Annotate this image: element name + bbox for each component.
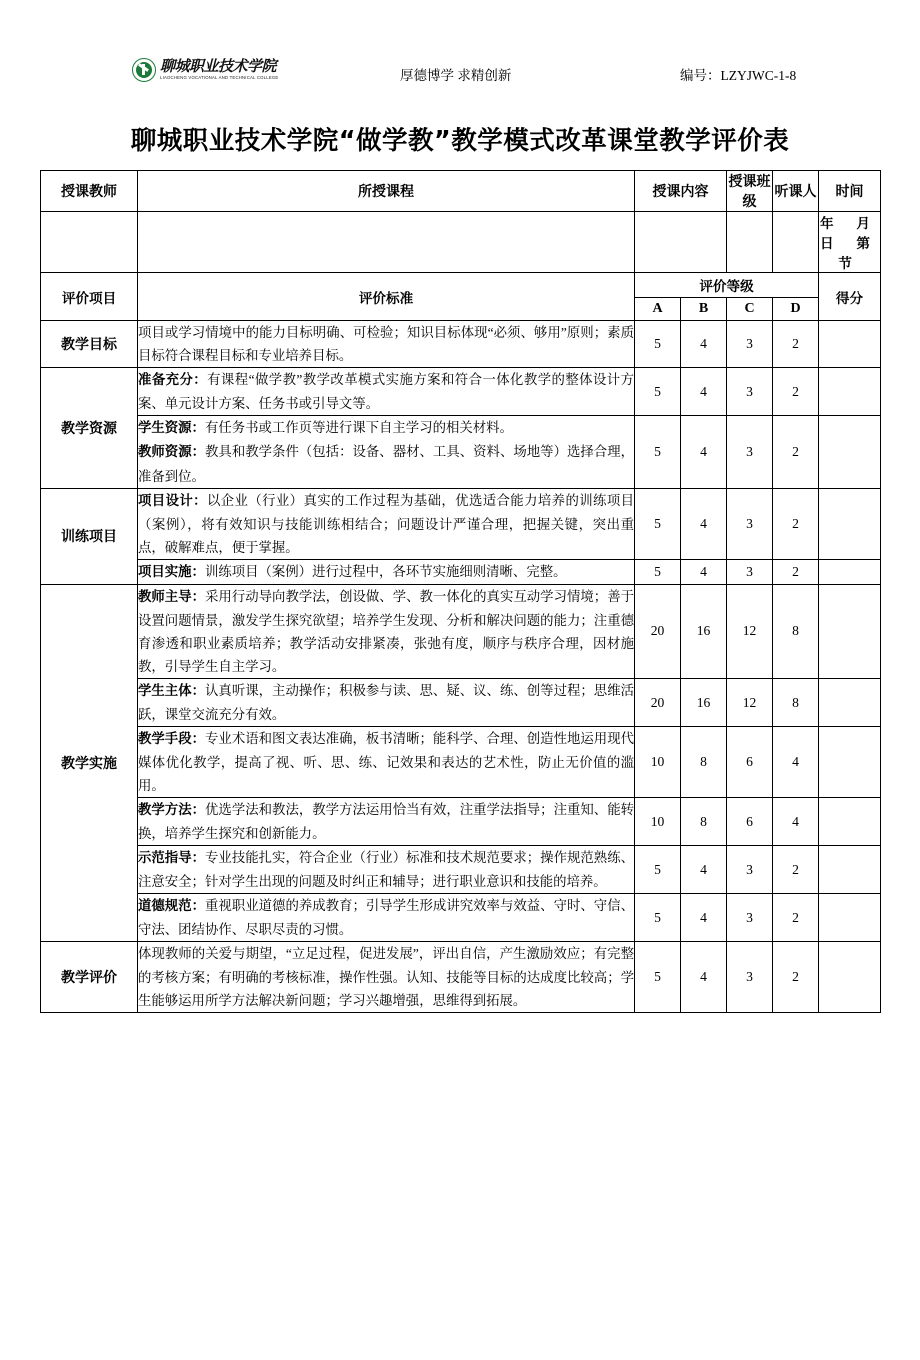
grade-letter-b: B	[681, 298, 727, 321]
header-content: 授课内容	[635, 171, 727, 212]
header-observer: 听课人	[773, 171, 819, 212]
score-c: 6	[727, 727, 773, 798]
grade-letter-c: C	[727, 298, 773, 321]
page-title: 聊城职业技术学院“做学教”教学模式改革课堂教学评价表	[130, 126, 790, 156]
score-input[interactable]	[819, 416, 881, 488]
score-d: 2	[773, 942, 819, 1012]
score-b: 4	[681, 846, 727, 894]
score-d: 4	[773, 798, 819, 846]
score-input[interactable]	[819, 584, 881, 678]
input-date[interactable]: 年 月 日 第 节	[819, 212, 881, 273]
score-input[interactable]	[819, 678, 881, 726]
score-input[interactable]	[819, 488, 881, 559]
criteria-row	[41, 894, 881, 942]
score-b: 8	[681, 798, 727, 846]
score-c: 3	[727, 488, 773, 559]
header-teacher: 授课教师	[41, 171, 138, 212]
score-c: 3	[727, 368, 773, 416]
score-input[interactable]	[819, 321, 881, 368]
header-eval-item: 评价项目	[41, 273, 138, 321]
logo-wordmark	[160, 57, 279, 81]
score-c: 3	[727, 321, 773, 368]
score-d: 2	[773, 846, 819, 894]
score-d: 8	[773, 584, 819, 678]
criteria-text: 项目实施：训练项目（案例）进行过程中，各环节实施细则清晰、完整。	[138, 559, 635, 584]
header-eval-grade: 评价等级	[635, 273, 819, 298]
score-input[interactable]	[819, 798, 881, 846]
criteria-row	[41, 368, 881, 416]
criteria-row	[41, 416, 881, 488]
score-b: 16	[681, 678, 727, 726]
table-header-row	[41, 171, 881, 212]
score-a: 5	[635, 321, 681, 368]
logo-chinese-name: 聊城职业技术学院	[160, 57, 277, 76]
criteria-term: 项目设计：	[138, 493, 207, 509]
criteria-text: 项目或学习情境中的能力目标明确、可检验；知识目标体现“必须、够用”原则；素质目标符合课程目标和专业培养目标。	[138, 321, 635, 368]
score-a: 5	[635, 488, 681, 559]
score-b: 4	[681, 488, 727, 559]
criteria-row	[41, 321, 881, 368]
score-b: 4	[681, 894, 727, 942]
score-c: 3	[727, 559, 773, 584]
college-logo	[132, 57, 279, 82]
score-c: 12	[727, 678, 773, 726]
criteria-text: 教学方法：优选学法和教法，教学方法运用恰当有效，注重学法指导；注重知、能转换，培养学生探究和创新能力。	[138, 798, 635, 846]
score-d: 2	[773, 488, 819, 559]
category-label: 训练项目	[41, 488, 138, 584]
category-label: 教学实施	[41, 584, 138, 942]
score-a: 5	[635, 368, 681, 416]
criteria-row	[41, 727, 881, 798]
score-a: 5	[635, 942, 681, 1012]
criteria-row	[41, 488, 881, 559]
score-input[interactable]	[819, 894, 881, 942]
input-observer[interactable]	[773, 212, 819, 273]
criteria-text: 示范指导：专业技能扎实，符合企业（行业）标准和技术规范要求；操作规范熟练、注意安全；针对学生出现的问题及时纠正和辅导；进行职业意识和技能的培养。	[138, 846, 635, 894]
score-d: 2	[773, 416, 819, 488]
evaluation-table	[40, 170, 881, 1012]
college-motto: 厚德博学 求精创新	[400, 68, 512, 83]
document-code: 编号：LZYJWC-1-8	[680, 68, 797, 83]
score-c: 6	[727, 798, 773, 846]
grade-letter-d: D	[773, 298, 819, 321]
score-a: 5	[635, 894, 681, 942]
score-input[interactable]	[819, 846, 881, 894]
score-d: 2	[773, 368, 819, 416]
criteria-term: 教学方法：	[138, 803, 206, 819]
document-page	[0, 58, 920, 1360]
criteria-text: 体现教师的关爱与期望，“立足过程，促进发展”，评出自信，产生激励效应；有完整的考核方案；有明确的考核标准，操作性强。认知、技能等目标的达成度比较高；学生能够运用所学方法解决新问题；学习兴趣增强，思维得到拓展。	[138, 942, 635, 1012]
category-label: 教学资源	[41, 368, 138, 488]
criteria-term: 教师主导：	[138, 589, 206, 605]
letterhead	[70, 58, 850, 114]
criteria-text: 教师主导：采用行动导向教学法，创设做、学、教一体化的真实互动学习情境；善于设置问题情景，激发学生探究欲望；培养学生发现、分析和解决问题的能力；注重德育渗透和职业素质培养；教学活动安排紧凑，张弛有度，顺序与秩序合理，因材施教，引导学生自主学习。	[138, 584, 635, 678]
score-c: 12	[727, 584, 773, 678]
score-b: 4	[681, 368, 727, 416]
score-d: 8	[773, 678, 819, 726]
input-teacher[interactable]	[41, 212, 138, 273]
header-time: 时间	[819, 171, 881, 212]
score-c: 3	[727, 894, 773, 942]
score-b: 4	[681, 321, 727, 368]
score-a: 20	[635, 584, 681, 678]
fill-in-row	[41, 212, 881, 273]
score-a: 5	[635, 559, 681, 584]
criteria-row	[41, 942, 881, 1012]
criteria-term: 教学手段：	[138, 732, 206, 748]
college-emblem-icon	[132, 58, 156, 82]
score-b: 4	[681, 942, 727, 1012]
score-d: 2	[773, 894, 819, 942]
category-label: 教学评价	[41, 942, 138, 1012]
score-input[interactable]	[819, 559, 881, 584]
criteria-text: 道德规范：重视职业道德的养成教育；引导学生形成讲究效率与效益、守时、守信、守法、团结协作、尽职尽责的习惯。	[138, 894, 635, 942]
score-input[interactable]	[819, 368, 881, 416]
criteria-term: 准备充分：	[138, 373, 208, 389]
score-a: 5	[635, 416, 681, 488]
criteria-term: 学生主体：	[138, 683, 206, 699]
score-a: 10	[635, 798, 681, 846]
score-b: 8	[681, 727, 727, 798]
input-course[interactable]	[138, 212, 635, 273]
score-a: 5	[635, 846, 681, 894]
input-content[interactable]	[635, 212, 727, 273]
score-c: 3	[727, 846, 773, 894]
score-b: 16	[681, 584, 727, 678]
score-input[interactable]	[819, 942, 881, 1012]
criteria-header-row	[41, 273, 881, 298]
score-c: 3	[727, 942, 773, 1012]
score-a: 10	[635, 727, 681, 798]
criteria-term: 道德规范：	[138, 899, 206, 915]
score-d: 2	[773, 321, 819, 368]
criteria-row	[41, 846, 881, 894]
score-input[interactable]	[819, 727, 881, 798]
header-course: 所授课程	[138, 171, 635, 212]
criteria-term: 项目实施：	[138, 564, 205, 580]
input-class[interactable]	[727, 212, 773, 273]
score-b: 4	[681, 559, 727, 584]
grade-letter-a: A	[635, 298, 681, 321]
score-d: 2	[773, 559, 819, 584]
criteria-text: 项目设计：以企业（行业）真实的工作过程为基础，优选适合能力培养的训练项目（案例），将有效知识与技能训练相结合；问题设计严谨合理，把握关键，突出重点，破解难点，便于掌握。	[138, 488, 635, 559]
header-class: 授课班级	[727, 171, 773, 212]
criteria-text: 准备充分：有课程“做学教”教学改革模式实施方案和符合一体化教学的整体设计方案、单元设计方案、任务书或引导文等。	[138, 368, 635, 416]
score-a: 20	[635, 678, 681, 726]
score-d: 4	[773, 727, 819, 798]
criteria-row	[41, 678, 881, 726]
header-eval-standard: 评价标准	[138, 273, 635, 321]
category-label: 教学目标	[41, 321, 138, 368]
criteria-text: 学生资源：有任务书或工作页等进行课下自主学习的相关材料。 教师资源：教具和教学条件（包括：设备、器材、工具、资料、场地等）选择合理，准备到位。	[138, 416, 635, 488]
criteria-term: 教师资源：	[138, 445, 206, 461]
criteria-text: 教学手段：专业术语和图文表达准确，板书清晰；能科学、合理、创造性地运用现代媒体优化教学，提高了视、听、思、练、记效果和表达的艺术性，防止无价值的滥用。	[138, 727, 635, 798]
header-score: 得分	[819, 273, 881, 321]
criteria-row	[41, 559, 881, 584]
score-b: 4	[681, 416, 727, 488]
criteria-text: 学生主体：认真听课，主动操作；积极参与读、思、疑、议、练、创等过程；思维活跃，课堂交流充分有效。	[138, 678, 635, 726]
criteria-row	[41, 798, 881, 846]
score-c: 3	[727, 416, 773, 488]
criteria-row	[41, 584, 881, 678]
criteria-term: 示范指导：	[138, 851, 206, 867]
logo-english-name: LIAOCHENG VOCATIONAL AND TECHNICAL COLLEGE	[160, 75, 279, 81]
criteria-term: 学生资源：	[138, 421, 205, 437]
